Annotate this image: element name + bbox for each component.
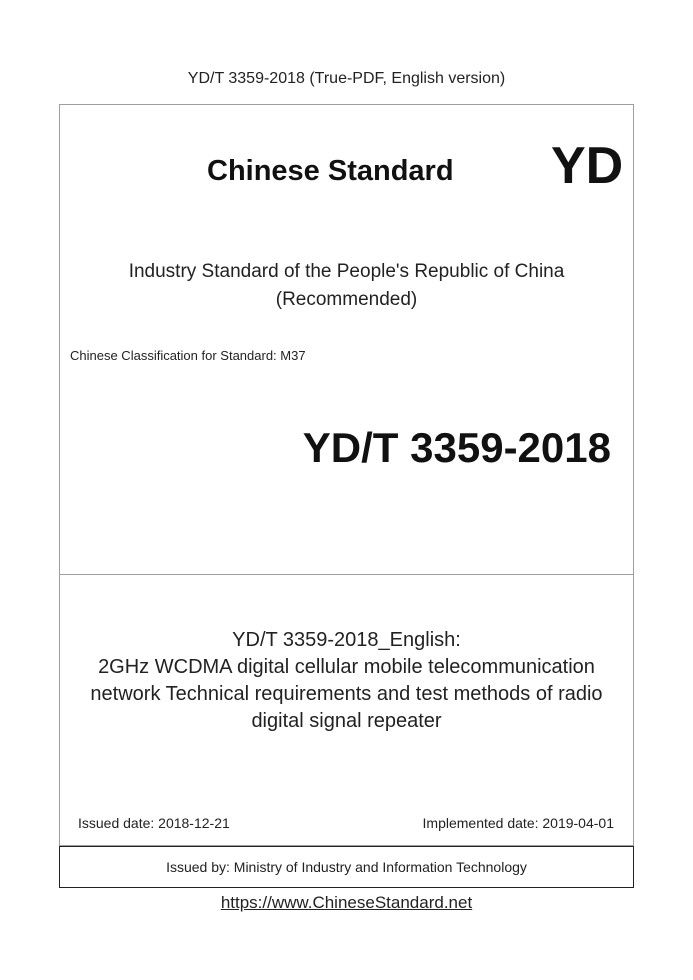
yd-logo: YD xyxy=(551,137,624,195)
standard-number: YD/T 3359-2018 xyxy=(302,424,611,471)
document-title xyxy=(59,627,634,735)
industry-standard-text xyxy=(59,258,634,314)
page-header: YD/T 3359-2018 (True-PDF, English version) xyxy=(187,70,506,87)
industry-line-2: (Recommended) xyxy=(275,289,418,310)
industry-line-1: Industry Standard of the People's Republic of China xyxy=(128,261,565,282)
issuer-box xyxy=(59,846,634,888)
implemented-date: Implemented date: 2019-04-01 xyxy=(422,815,614,831)
title-line-4: digital signal repeater xyxy=(251,710,442,732)
classification-text: Chinese Classification for Standard: M37 xyxy=(70,348,306,363)
title-line-3: network Technical requirements and test methods of radio xyxy=(90,683,603,705)
website-link[interactable]: https://www.ChineseStandard.net xyxy=(220,893,473,912)
title-line-1: YD/T 3359-2018_English: xyxy=(232,629,461,651)
issued-date: Issued date: 2018-12-21 xyxy=(78,815,230,831)
issuer-text: Issued by: Ministry of Industry and Information Technology xyxy=(166,859,527,875)
title-line-2: 2GHz WCDMA digital cellular mobile telecommunication xyxy=(98,656,595,678)
brand-title: Chinese Standard xyxy=(207,155,454,187)
